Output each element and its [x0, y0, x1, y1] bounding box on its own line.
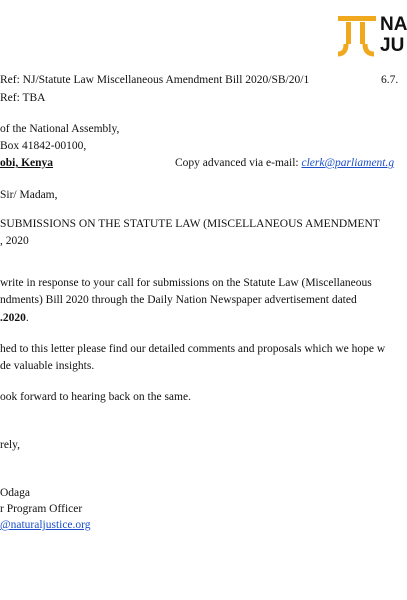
body-paragraph-3: ook forward to hearing back on the same. [0, 391, 191, 403]
our-reference: Ref: NJ/Statute Law Miscellaneous Amendment Bill 2020/SB/20/1 [0, 74, 310, 86]
salutation: Sir/ Madam, [0, 189, 58, 201]
signatory-title: r Program Officer [0, 503, 83, 515]
advertisement-date: .2020 [0, 312, 26, 324]
logo-text-line2: JU [380, 35, 405, 56]
body-paragraph-1-line-1: write in response to your call for submissions on the Statute Law (Miscellaneous [0, 277, 372, 289]
address-line-3: obi, Kenya [0, 157, 54, 169]
your-reference: Ref: TBA [0, 92, 46, 104]
address-line-2: Box 41842-00100, [0, 140, 87, 152]
logo-text-line1: NA [380, 14, 407, 35]
body-paragraph-2-line-1: hed to this letter please find our detailed comments and proposals which we hope w [0, 343, 386, 355]
body-paragraph-1-line-3 [0, 311, 29, 325]
subject-line-2: , 2020 [0, 235, 29, 247]
copy-advanced-line [175, 156, 394, 170]
subject-line-1: SUBMISSIONS ON THE STATUTE LAW (MISCELLANEOUS AMENDMENT [0, 218, 380, 230]
clerk-email-link[interactable]: clerk@parliament.g [301, 157, 395, 169]
closing: rely, [0, 439, 21, 451]
body-paragraph-2-line-2: de valuable insights. [0, 360, 95, 372]
address-line-1: of the National Assembly, [0, 123, 120, 135]
signatory-name: Odaga [0, 487, 31, 499]
copy-advanced-label: Copy advanced via e-mail: [175, 157, 299, 169]
sentence-period: . [25, 312, 29, 324]
body-paragraph-1-line-2: ndments) Bill 2020 through the Daily Nation Newspaper advertisement dated [0, 294, 357, 306]
letter-date: 6.7. [381, 74, 399, 86]
signatory-email-link[interactable]: @naturaljustice.org [0, 519, 91, 531]
natural-justice-logo-icon [338, 16, 376, 56]
